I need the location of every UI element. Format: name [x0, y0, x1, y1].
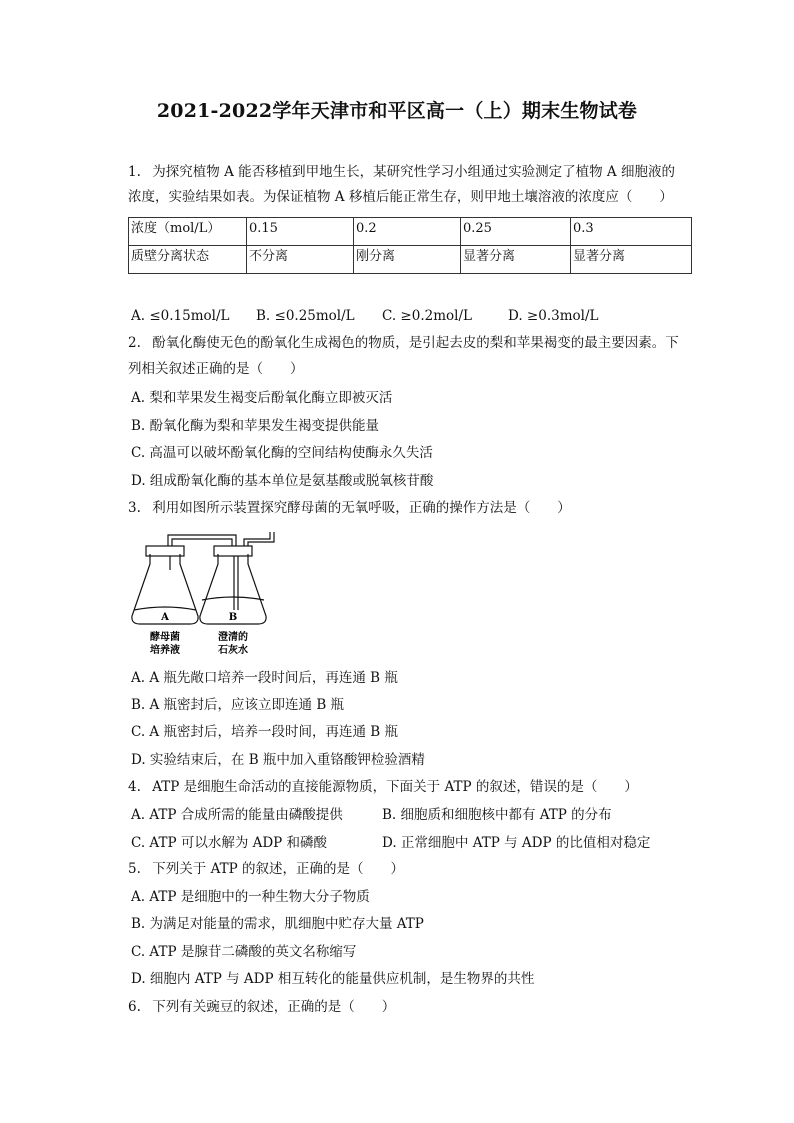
table-cell: 显著分离 [571, 246, 692, 274]
option-a[interactable]: A. ≤0.15mol/L [131, 308, 230, 324]
table-cell: 0.25 [461, 218, 571, 246]
option-b[interactable]: B. 细胞质和细胞核中都有 ATP 的分布 [382, 807, 612, 823]
question-number: 3. [128, 500, 141, 516]
flask-b-label: 澄清的 [218, 632, 248, 643]
question-4 [128, 777, 638, 797]
option-a[interactable]: A. ATP 是细胞中的一种生物大分子物质 [131, 889, 370, 905]
question-text: 下列关于 ATP 的叙述，正确的是（ ） [152, 861, 404, 877]
option-b[interactable]: B. A 瓶密封后，应该立即连通 B 瓶 [131, 697, 345, 713]
option-a[interactable]: A. A 瓶先敞口培养一段时间后，再连通 B 瓶 [131, 670, 398, 686]
option-c[interactable]: C. 高温可以破坏酚氧化酶的空间结构使酶永久失活 [131, 445, 433, 461]
option-b[interactable]: B. 酚氧化酶为梨和苹果发生褐变提供能量 [131, 418, 380, 434]
table-cell: 0.3 [571, 218, 692, 246]
question-number: 6. [128, 999, 141, 1015]
flask-a-stopper [146, 546, 184, 556]
question-text: 下列有关豌豆的叙述，正确的是（ ） [152, 999, 396, 1015]
flask-a-label: 培养液 [150, 645, 180, 656]
table-cell: 刚分离 [354, 246, 461, 274]
option-b[interactable]: B. ≤0.25mol/L [256, 308, 355, 324]
option-d[interactable]: D. 组成酚氧化酶的基本单位是氨基酸或脱氧核苷酸 [131, 473, 434, 489]
concentration-table [128, 217, 692, 274]
flask-a-label: 酵母菌 [150, 632, 180, 643]
question-number: 2. [128, 335, 141, 351]
table-row [129, 218, 692, 246]
option-d[interactable]: D. 正常细胞中 ATP 与 ADP 的比值相对稳定 [382, 835, 651, 851]
question-5 [128, 859, 404, 879]
option-c[interactable]: C. ATP 是腺苷二磷酸的英文名称缩写 [131, 944, 357, 960]
connecting-tube [168, 535, 236, 546]
table-cell: 浓度（mol/L） [129, 218, 247, 246]
option-a[interactable]: A. 梨和苹果发生褐变后酚氧化酶立即被灭活 [131, 390, 393, 406]
flask-b-stopper [214, 546, 252, 556]
question-2-continued: 列相关叙述正确的是（ ） [128, 361, 304, 377]
option-a[interactable]: A. ATP 合成所需的能量由磷酸提供 [131, 807, 343, 823]
flask-b-letter: B [228, 612, 238, 623]
page-title: 2021-2022学年天津市和平区高一（上）期末生物试卷 [156, 100, 638, 122]
table-cell: 0.15 [247, 218, 354, 246]
question-number: 1. [128, 164, 141, 180]
question-1-continued: 浓度，实验结果如表。为保证植物 A 移植后能正常生存，则甲地土壤溶液的浓度应（ ） [128, 189, 673, 205]
table-cell: 0.2 [354, 218, 461, 246]
question-text: 为探究植物 A 能否移植到甲地生长，某研究性学习小组通过实验测定了植物 A 细胞液的 [152, 164, 675, 180]
question-text: ATP 是细胞生命活动的直接能源物质，下面关于 ATP 的叙述，错误的是（ ） [152, 779, 638, 795]
table-cell: 不分离 [247, 246, 354, 274]
table-row [129, 246, 692, 274]
flask-a-letter: A [161, 612, 169, 623]
option-d[interactable]: D. 细胞内 ATP 与 ADP 相互转化的能量供应机制，是生物界的共性 [131, 971, 535, 987]
flask-b-label: 石灰水 [218, 645, 248, 656]
question-6 [128, 997, 395, 1017]
option-c[interactable]: C. A 瓶密封后，培养一段时间，再连通 B 瓶 [131, 724, 398, 740]
option-c[interactable]: C. ≥0.2mol/L [382, 308, 472, 324]
question-1 [128, 162, 675, 182]
question-number: 4. [128, 779, 141, 795]
question-2 [128, 333, 679, 353]
question-3 [128, 498, 571, 518]
table-cell: 质壁分离状态 [129, 246, 247, 274]
option-b[interactable]: B. 为满足对能量的需求，肌细胞中贮存大量 ATP [131, 916, 424, 932]
option-d[interactable]: D. 实验结束后，在 B 瓶中加入重铬酸钾检验酒精 [131, 752, 425, 768]
option-d[interactable]: D. ≥0.3mol/L [508, 308, 599, 324]
option-c[interactable]: C. ATP 可以水解为 ADP 和磷酸 [131, 835, 328, 851]
question-number: 5. [128, 861, 141, 877]
question-text: 酚氧化酶使无色的酚氧化生成褐色的物质，是引起去皮的梨和苹果褐变的最主要因素。下 [152, 335, 679, 351]
yeast-apparatus-figure [128, 530, 288, 660]
table-cell: 显著分离 [461, 246, 571, 274]
question-text: 利用如图所示装置探究酵母菌的无氧呼吸，正确的操作方法是（ ） [152, 500, 571, 516]
